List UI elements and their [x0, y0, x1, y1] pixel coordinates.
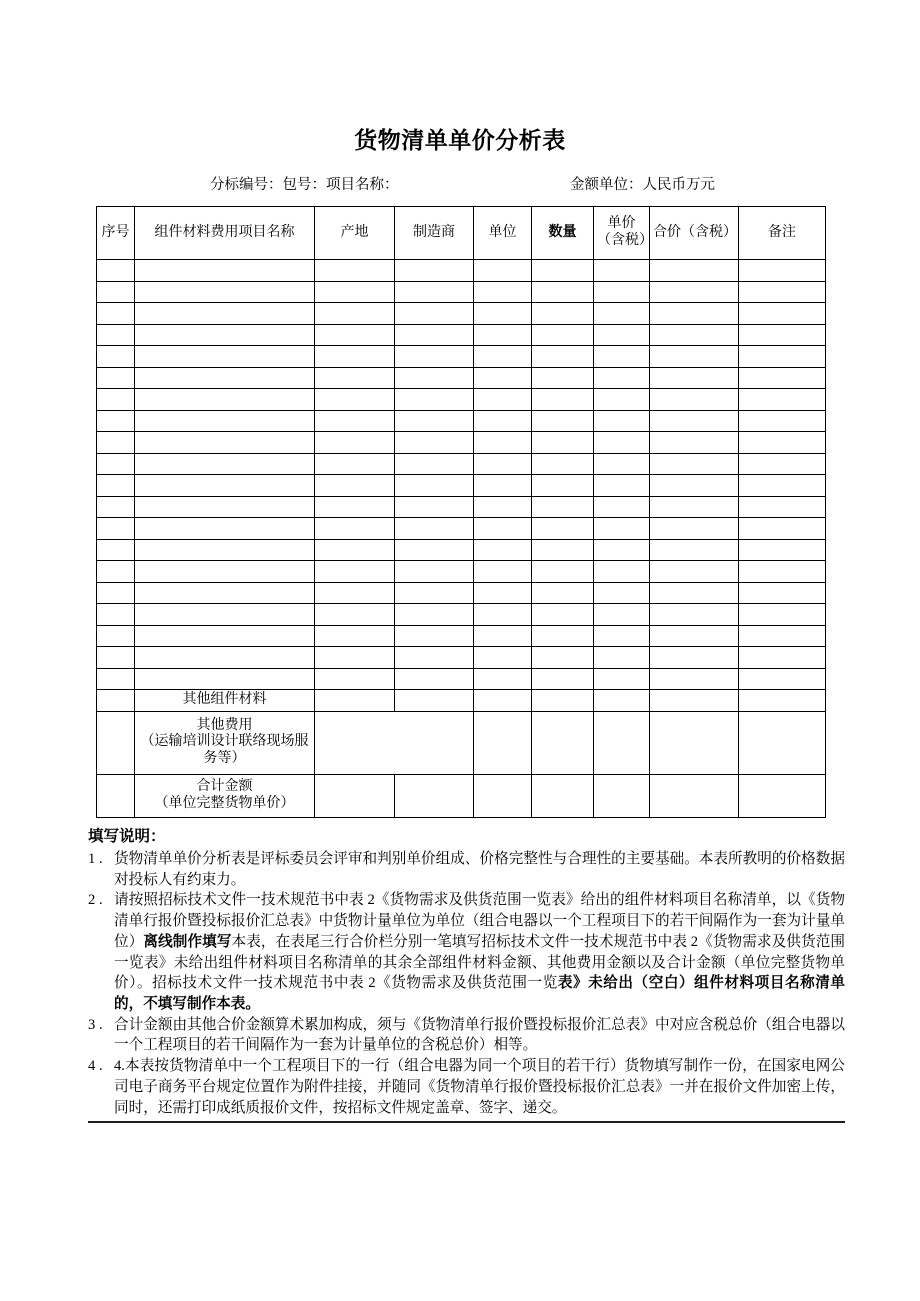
- cell-unit[interactable]: [474, 260, 532, 282]
- cell-unit[interactable]: [474, 410, 532, 432]
- cell-unit[interactable]: [474, 561, 532, 583]
- cell-item-name[interactable]: [135, 604, 315, 626]
- note-item-4: [88, 1056, 845, 1118]
- cell-total-price[interactable]: [650, 518, 739, 540]
- note-2-part1: 请按照招标技术文件一技术规范书中表 2《货物需求及供货范围一览表》给出的组件材料项目名称清单，以《货物清单行报价暨投标报价汇总表》中货物计量单位为单位（组合电器以一个工程项目下的若干间隔作为一套为计量单位）: [114, 892, 845, 950]
- note-text-2: [114, 890, 845, 1014]
- cell-origin[interactable]: [315, 303, 395, 325]
- cell-remark[interactable]: [739, 668, 826, 690]
- cell-index[interactable]: [97, 518, 135, 540]
- cell-quantity[interactable]: [532, 561, 594, 583]
- cell-total-price[interactable]: [650, 711, 739, 774]
- cell-total-price[interactable]: [650, 496, 739, 518]
- other-fees-line3: 务等）: [203, 750, 246, 766]
- table-row-other-materials[interactable]: [97, 690, 826, 712]
- cell-remark[interactable]: [739, 410, 826, 432]
- cell-quantity[interactable]: [532, 668, 594, 690]
- cell-remark[interactable]: [739, 711, 826, 774]
- cell-quantity[interactable]: [532, 518, 594, 540]
- cell-unit[interactable]: [474, 281, 532, 303]
- header-cell-index: 序号: [97, 207, 135, 260]
- cell-quantity[interactable]: [532, 625, 594, 647]
- cell-unit[interactable]: [474, 475, 532, 497]
- other-fees-line2: （运输培训设计联络现场服: [140, 734, 309, 750]
- note-item-3: [88, 1015, 845, 1056]
- cell-item-name[interactable]: [135, 496, 315, 518]
- cell-unit-price[interactable]: [594, 711, 650, 774]
- cell-remark[interactable]: [739, 432, 826, 454]
- cell-total-price[interactable]: [650, 774, 739, 817]
- cell-item-name[interactable]: [135, 432, 315, 454]
- cell-quantity[interactable]: [532, 604, 594, 626]
- unit-price-analysis-table-wrapper: [96, 206, 825, 818]
- total-amount-line2: （单位完整货物单价）: [154, 795, 295, 811]
- note-2-bold2: 表》未给出（空白）组件材料项目名称清单的，不填写制作本表。: [114, 975, 845, 1013]
- cell-index[interactable]: [97, 690, 135, 712]
- cell-manufacturer[interactable]: [395, 303, 474, 325]
- cell-quantity[interactable]: [532, 324, 594, 346]
- cell-remark[interactable]: [739, 389, 826, 411]
- cell-other-materials-label: 其他组件材料: [135, 690, 315, 712]
- cell-unit[interactable]: [474, 604, 532, 626]
- cell-origin[interactable]: [315, 604, 395, 626]
- cell-unit[interactable]: [474, 668, 532, 690]
- cell-item-name[interactable]: [135, 647, 315, 669]
- cell-remark[interactable]: [739, 260, 826, 282]
- cell-item-name[interactable]: [135, 303, 315, 325]
- cell-total-price[interactable]: [650, 389, 739, 411]
- note-text-4: 4.本表按货物清单中一个工程项目下的一行（组合电器为同一个项目的若干行）货物填写制作一份，在国家电网公司电子商务平台规定位置作为附件挂接，并随同《货物清单行报价暨投标报价汇总表》一并在报价文件加密上传，同时，还需打印成纸质报价文件，按招标文件规定盖章、签字、递交。: [114, 1058, 845, 1116]
- cell-unit[interactable]: [474, 324, 532, 346]
- cell-other-fees-label: [135, 711, 315, 774]
- cell-unit[interactable]: [474, 647, 532, 669]
- table-row[interactable]: [97, 260, 826, 282]
- cell-manufacturer[interactable]: [395, 539, 474, 561]
- cell-index[interactable]: [97, 668, 135, 690]
- cell-item-name[interactable]: [135, 346, 315, 368]
- table-row[interactable]: [97, 625, 826, 647]
- cell-unit-price[interactable]: [594, 303, 650, 325]
- cell-unit-price[interactable]: [594, 281, 650, 303]
- cell-item-name[interactable]: [135, 518, 315, 540]
- cell-unit-price[interactable]: [594, 647, 650, 669]
- cell-origin[interactable]: [315, 774, 395, 817]
- cell-unit-price[interactable]: [594, 690, 650, 712]
- cell-unit-price[interactable]: [594, 260, 650, 282]
- cell-unit-price[interactable]: [594, 324, 650, 346]
- table-row[interactable]: [97, 453, 826, 475]
- cell-unit-price[interactable]: [594, 346, 650, 368]
- cell-manufacturer[interactable]: [395, 410, 474, 432]
- cell-origin[interactable]: [315, 410, 395, 432]
- cell-remark[interactable]: [739, 346, 826, 368]
- cell-manufacturer[interactable]: [395, 324, 474, 346]
- table-row[interactable]: [97, 561, 826, 583]
- cell-index[interactable]: [97, 561, 135, 583]
- cell-quantity[interactable]: [532, 582, 594, 604]
- header-unit-price-line1: 单价: [607, 216, 636, 232]
- cell-origin[interactable]: [315, 389, 395, 411]
- table-row[interactable]: [97, 324, 826, 346]
- header-cell-origin: 产地: [315, 207, 395, 260]
- cell-manufacturer[interactable]: [395, 346, 474, 368]
- cell-index[interactable]: [97, 496, 135, 518]
- cell-total-price[interactable]: [650, 625, 739, 647]
- cell-item-name[interactable]: [135, 453, 315, 475]
- cell-item-name[interactable]: [135, 561, 315, 583]
- header-cell-manufacturer: 制造商: [395, 207, 474, 260]
- cell-index[interactable]: [97, 774, 135, 817]
- cell-unit[interactable]: [474, 432, 532, 454]
- cell-total-price[interactable]: [650, 475, 739, 497]
- cell-unit[interactable]: [474, 690, 532, 712]
- cell-unit-price[interactable]: [594, 539, 650, 561]
- cell-total-price[interactable]: [650, 453, 739, 475]
- table-row[interactable]: [97, 410, 826, 432]
- table-header-row: [97, 207, 826, 260]
- header-cell-unit-price: [594, 207, 653, 260]
- cell-item-name[interactable]: [135, 281, 315, 303]
- subheader-right-text: 金额单位：人民币万元: [570, 177, 715, 193]
- cell-quantity[interactable]: [532, 496, 594, 518]
- cell-origin[interactable]: [315, 324, 395, 346]
- cell-item-name[interactable]: [135, 389, 315, 411]
- table-row[interactable]: [97, 389, 826, 411]
- cell-unit-price[interactable]: [594, 453, 650, 475]
- table-row[interactable]: [97, 668, 826, 690]
- cell-index[interactable]: [97, 389, 135, 411]
- cell-origin[interactable]: [315, 668, 395, 690]
- cell-total-price[interactable]: [650, 410, 739, 432]
- cell-origin-manufacturer-merged[interactable]: [315, 711, 474, 774]
- cell-remark[interactable]: [739, 324, 826, 346]
- cell-index[interactable]: [97, 604, 135, 626]
- cell-remark[interactable]: [739, 774, 826, 817]
- cell-item-name[interactable]: [135, 410, 315, 432]
- table-row[interactable]: [97, 281, 826, 303]
- cell-remark[interactable]: [739, 367, 826, 389]
- cell-index[interactable]: [97, 281, 135, 303]
- cell-quantity[interactable]: [532, 475, 594, 497]
- cell-manufacturer[interactable]: [395, 561, 474, 583]
- cell-manufacturer[interactable]: [395, 281, 474, 303]
- cell-total-price[interactable]: [650, 604, 739, 626]
- cell-unit-price[interactable]: [594, 389, 650, 411]
- cell-total-amount-label: [135, 774, 315, 817]
- cell-unit-price[interactable]: [594, 625, 650, 647]
- cell-unit[interactable]: [474, 453, 532, 475]
- cell-manufacturer[interactable]: [395, 518, 474, 540]
- cell-index[interactable]: [97, 475, 135, 497]
- cell-origin[interactable]: [315, 367, 395, 389]
- cell-index[interactable]: [97, 625, 135, 647]
- cell-manufacturer[interactable]: [395, 389, 474, 411]
- cell-unit-price[interactable]: [594, 432, 650, 454]
- cell-item-name[interactable]: [135, 582, 315, 604]
- cell-quantity[interactable]: [532, 410, 594, 432]
- header-cell-quantity: 数量: [532, 207, 594, 260]
- header-cell-item-name: 组件材料费用项目名称: [135, 207, 315, 260]
- table-row-total-amount[interactable]: [97, 774, 826, 817]
- cell-unit[interactable]: [474, 539, 532, 561]
- note-text-3: 合计金额由其他合价金额算术累加构成，须与《货物清单行报价暨投标报价汇总表》中对应含税总价（组合电器以一个工程项目的若干间隔作为一套为计量单位的含税总价）相等。: [114, 1016, 845, 1054]
- note-item-2: [88, 890, 845, 1014]
- subheader-row: [95, 173, 825, 193]
- table-row[interactable]: [97, 475, 826, 497]
- cell-remark[interactable]: [739, 561, 826, 583]
- cell-manufacturer[interactable]: [395, 432, 474, 454]
- cell-quantity[interactable]: [532, 303, 594, 325]
- cell-remark[interactable]: [739, 475, 826, 497]
- cell-item-name[interactable]: [135, 625, 315, 647]
- cell-origin[interactable]: [315, 561, 395, 583]
- cell-index[interactable]: [97, 432, 135, 454]
- table-row[interactable]: [97, 539, 826, 561]
- cell-manufacturer[interactable]: [395, 475, 474, 497]
- cell-remark[interactable]: [739, 281, 826, 303]
- cell-item-name[interactable]: [135, 324, 315, 346]
- cell-index[interactable]: [97, 539, 135, 561]
- total-amount-line1: 合计金额: [196, 779, 253, 794]
- cell-item-name[interactable]: [135, 539, 315, 561]
- cell-total-price[interactable]: [650, 647, 739, 669]
- cell-quantity[interactable]: [532, 690, 594, 712]
- cell-origin[interactable]: [315, 260, 395, 282]
- cell-unit[interactable]: [474, 346, 532, 368]
- note-number-3: 3 .: [88, 1016, 103, 1033]
- cell-remark[interactable]: [739, 539, 826, 561]
- cell-remark[interactable]: [739, 453, 826, 475]
- cell-item-name[interactable]: [135, 475, 315, 497]
- cell-unit-price[interactable]: [594, 668, 650, 690]
- note-number-1: 1 .: [88, 851, 103, 867]
- cell-quantity[interactable]: [532, 389, 594, 411]
- table-row[interactable]: [97, 496, 826, 518]
- cell-unit[interactable]: [474, 774, 532, 817]
- cell-origin[interactable]: [315, 625, 395, 647]
- note-number-2: 2 .: [88, 892, 103, 909]
- cell-index[interactable]: [97, 346, 135, 368]
- cell-quantity[interactable]: [532, 260, 594, 282]
- cell-origin[interactable]: [315, 518, 395, 540]
- unit-price-analysis-table: [96, 206, 826, 818]
- cell-remark[interactable]: [739, 582, 826, 604]
- cell-unit[interactable]: [474, 367, 532, 389]
- cell-unit-price[interactable]: [594, 496, 650, 518]
- table-row[interactable]: [97, 604, 826, 626]
- cell-manufacturer[interactable]: [395, 582, 474, 604]
- cell-unit[interactable]: [474, 303, 532, 325]
- cell-index[interactable]: [97, 647, 135, 669]
- cell-origin[interactable]: [315, 647, 395, 669]
- table-row[interactable]: [97, 432, 826, 454]
- cell-total-price[interactable]: [650, 582, 739, 604]
- bottom-divider: [88, 1121, 845, 1123]
- cell-quantity[interactable]: [532, 711, 594, 774]
- cell-quantity[interactable]: [532, 647, 594, 669]
- cell-index[interactable]: [97, 324, 135, 346]
- header-cell-remark: 备注: [739, 207, 826, 260]
- cell-origin[interactable]: [315, 690, 395, 712]
- cell-origin[interactable]: [315, 281, 395, 303]
- cell-unit-price[interactable]: [594, 518, 650, 540]
- cell-total-price[interactable]: [650, 281, 739, 303]
- cell-manufacturer[interactable]: [395, 668, 474, 690]
- table-row-other-fees[interactable]: [97, 711, 826, 774]
- fill-instructions-section: [88, 826, 845, 1118]
- page-title: 货物清单单价分析表: [354, 127, 566, 153]
- table-row[interactable]: [97, 518, 826, 540]
- table-body: [97, 207, 826, 818]
- cell-quantity[interactable]: [532, 281, 594, 303]
- header-cell-unit: 单位: [474, 207, 532, 260]
- cell-quantity[interactable]: [532, 774, 594, 817]
- cell-remark[interactable]: [739, 518, 826, 540]
- table-row[interactable]: [97, 647, 826, 669]
- cell-index[interactable]: [97, 260, 135, 282]
- cell-origin[interactable]: [315, 475, 395, 497]
- cell-total-price[interactable]: [650, 367, 739, 389]
- cell-total-price[interactable]: [650, 346, 739, 368]
- cell-index[interactable]: [97, 303, 135, 325]
- cell-manufacturer[interactable]: [395, 774, 474, 817]
- cell-quantity[interactable]: [532, 539, 594, 561]
- cell-remark[interactable]: [739, 604, 826, 626]
- cell-origin[interactable]: [315, 496, 395, 518]
- cell-index[interactable]: [97, 367, 135, 389]
- other-fees-line1: 其他费用: [196, 717, 253, 733]
- cell-unit-price[interactable]: [594, 604, 650, 626]
- cell-origin[interactable]: [315, 539, 395, 561]
- note-number-4: 4 .: [88, 1058, 103, 1075]
- cell-origin[interactable]: [315, 432, 395, 454]
- cell-quantity[interactable]: [532, 453, 594, 475]
- note-2-part2: 本表，在表尾三行合价栏分别一笔填写招标技术文件一技术规范书中表 2《货物需求及供货范围一览表》未给出组件材料项目名称清单的其余全部组件材料金额、其他费用金额以及合计金额（单位完整货物单价）。招标技术文件一技术规范书中表 2《货物需求及供货范围一览: [114, 933, 845, 992]
- cell-unit-price[interactable]: [594, 774, 650, 817]
- cell-remark[interactable]: [739, 625, 826, 647]
- cell-total-price[interactable]: [650, 561, 739, 583]
- cell-item-name[interactable]: [135, 260, 315, 282]
- table-row[interactable]: [97, 303, 826, 325]
- cell-unit-price[interactable]: [594, 561, 650, 583]
- cell-manufacturer[interactable]: [395, 260, 474, 282]
- cell-unit[interactable]: [474, 625, 532, 647]
- cell-index[interactable]: [97, 711, 135, 774]
- cell-unit[interactable]: [474, 518, 532, 540]
- cell-unit[interactable]: [474, 582, 532, 604]
- note-2-bold1: 离线制作填写: [143, 933, 232, 950]
- cell-origin[interactable]: [315, 346, 395, 368]
- cell-manufacturer[interactable]: [395, 367, 474, 389]
- cell-total-price[interactable]: [650, 668, 739, 690]
- cell-index[interactable]: [97, 410, 135, 432]
- cell-total-price[interactable]: [650, 690, 739, 712]
- cell-manufacturer[interactable]: [395, 604, 474, 626]
- cell-total-price[interactable]: [650, 303, 739, 325]
- note-text-1: 货物清单单价分析表是评标委员会评审和判别单价组成、价格完整性与合理性的主要基础。本表所教明的价格数据对投标人有约束力。: [114, 851, 845, 888]
- cell-origin[interactable]: [315, 582, 395, 604]
- cell-item-name[interactable]: [135, 668, 315, 690]
- table-row[interactable]: [97, 582, 826, 604]
- cell-remark[interactable]: [739, 647, 826, 669]
- header-unit-price-line2: （含税）: [597, 233, 653, 248]
- cell-unit[interactable]: [474, 496, 532, 518]
- cell-quantity[interactable]: [532, 432, 594, 454]
- cell-unit-price[interactable]: [594, 475, 650, 497]
- cell-total-price[interactable]: [650, 324, 739, 346]
- cell-manufacturer[interactable]: [395, 453, 474, 475]
- note-item-1: [88, 849, 845, 890]
- cell-unit-price[interactable]: [594, 582, 650, 604]
- fill-instructions-title: 填写说明：: [88, 828, 166, 845]
- cell-total-price[interactable]: [650, 539, 739, 561]
- cell-origin[interactable]: [315, 453, 395, 475]
- cell-unit[interactable]: [474, 711, 532, 774]
- cell-index[interactable]: [97, 453, 135, 475]
- cell-manufacturer[interactable]: [395, 647, 474, 669]
- cell-unit-price[interactable]: [594, 410, 650, 432]
- cell-index[interactable]: [97, 582, 135, 604]
- subheader-left-text: 分标编号：包号：项目名称：: [210, 177, 399, 193]
- cell-total-price[interactable]: [650, 432, 739, 454]
- cell-item-name[interactable]: [135, 367, 315, 389]
- cell-unit-price[interactable]: [594, 367, 650, 389]
- cell-unit[interactable]: [474, 389, 532, 411]
- cell-manufacturer[interactable]: [395, 496, 474, 518]
- cell-remark[interactable]: [739, 303, 826, 325]
- cell-remark[interactable]: [739, 690, 826, 712]
- cell-manufacturer[interactable]: [395, 690, 474, 712]
- header-cell-total-price: 合价（含税）: [650, 207, 739, 260]
- cell-quantity[interactable]: [532, 367, 594, 389]
- cell-remark[interactable]: [739, 496, 826, 518]
- cell-total-price[interactable]: [650, 260, 739, 282]
- table-row[interactable]: [97, 367, 826, 389]
- cell-quantity[interactable]: [532, 346, 594, 368]
- cell-manufacturer[interactable]: [395, 625, 474, 647]
- table-row[interactable]: [97, 346, 826, 368]
